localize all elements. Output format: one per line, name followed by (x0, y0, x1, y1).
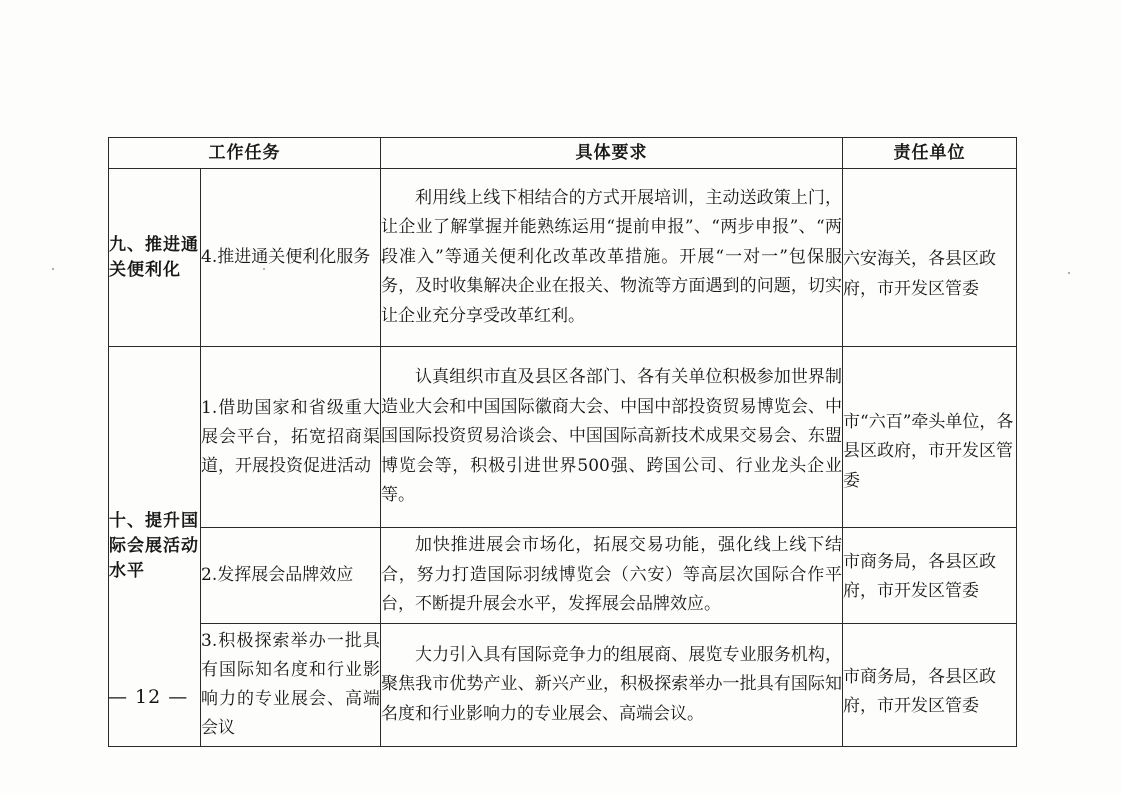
category-cell: 九、推进通关便利化 (109, 169, 201, 347)
page-number: — 12 — (108, 686, 189, 708)
task-cell: 4.推进通关便利化服务 (201, 169, 381, 347)
requirement-cell (381, 624, 843, 747)
unit-cell: 市“六百”牵头单位，各县区政府，市开发区管委 (843, 347, 1017, 528)
header-requirements: 具体要求 (381, 138, 843, 169)
scan-speck (263, 268, 265, 270)
table-row (109, 624, 1017, 747)
table-row (109, 347, 1017, 528)
requirement-cell (381, 528, 843, 624)
requirement-text: 认真组织市直及县区各部门、各有关单位积极参加世界制造业大会和中国国际徽商大会、中国中部投资贸易博览会、中国国际投资贸易洽谈会、中国国际高新技术成果交易会、东盟博览会等，积极引进世界500强、跨国公司、行业龙头企业等。 (381, 367, 842, 506)
table-row (109, 169, 1017, 347)
header-responsible-unit: 责任单位 (843, 138, 1017, 169)
table-header-row (109, 138, 1017, 169)
task-cell: 2.发挥展会品牌效应 (201, 528, 381, 624)
task-cell: 3.积极探索举办一批具有国际知名度和行业影响力的专业展会、高端会议 (201, 624, 381, 747)
requirement-cell (381, 169, 843, 347)
requirement-text: 利用线上线下相结合的方式开展培训，主动送政策上门，让企业了解掌握并能熟练运用“提前申报”、“两步申报”、“两段准入”等通关便利化改革改革措施。开展“一对一”包保服务，及时收集解决企业在报关、物流等方面遇到的问题，切实让企业充分享受改革红利。 (381, 187, 842, 326)
requirement-text: 加快推进展会市场化，拓展交易功能，强化线上线下结合，努力打造国际羽绒博览会（六安）等高层次国际合作平台，不断提升展会水平，发挥展会品牌效应。 (381, 535, 842, 615)
requirement-cell (381, 347, 843, 528)
scan-speck (52, 268, 54, 270)
unit-cell: 六安海关，各县区政府，市开发区管委 (843, 169, 1017, 347)
header-work-task: 工作任务 (109, 138, 381, 169)
work-task-table (108, 137, 1017, 747)
task-cell: 1.借助国家和省级重大展会平台，拓宽招商渠道，开展投资促进活动 (201, 347, 381, 528)
requirement-text: 大力引入具有国际竞争力的组展商、展览专业服务机构，聚焦我市优势产业、新兴产业，积极探索举办一批具有国际知名度和行业影响力的专业展会、高端会议。 (381, 644, 842, 724)
unit-cell: 市商务局，各县区政府，市开发区管委 (843, 528, 1017, 624)
unit-cell: 市商务局，各县区政府，市开发区管委 (843, 624, 1017, 747)
table-row (109, 528, 1017, 624)
category-cell: 十、提升国际会展活动水平 (109, 347, 201, 747)
scan-speck (1068, 272, 1070, 274)
